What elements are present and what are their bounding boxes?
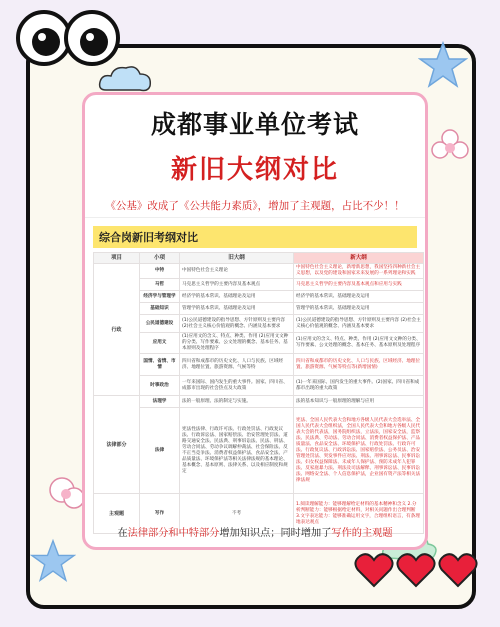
table-row	[94, 396, 424, 408]
subitem-cell: 法律	[140, 408, 180, 494]
heart-icon	[396, 552, 436, 588]
star-icon	[418, 40, 468, 90]
right-eye-icon	[64, 10, 120, 66]
page-subtitle-red: 新旧大纲对比	[170, 155, 339, 185]
heart-icon	[354, 552, 394, 588]
star-icon-bottom	[30, 538, 76, 584]
outline-card	[82, 92, 428, 550]
new-cell: 中国特色社会主义理论，新增新思想，我国坚持四种新社会主义思想，以及党的建设和国家未来发展的一系列理论和实践	[294, 264, 424, 279]
hearts-decoration	[354, 552, 478, 588]
table-row	[94, 291, 424, 303]
old-cell: (1)应用文的含义、特点、种类、作用 (2)应用文文种的分类、写作要素、公文处理的概念、基本任务、基本原则及处理程序	[180, 333, 294, 354]
subitem-cell: 写作	[140, 494, 180, 534]
old-cell: 不考	[180, 494, 294, 534]
old-cell: 四川省和成都市的历史文化、人口与民族、区域经济、地理位置、旅游资源、气候等特	[180, 354, 294, 376]
new-cell: (1)一年来国际、国内发生的重大事件。(2)国家、四川省和成都市出现的重大政策	[294, 376, 424, 396]
old-cell: 宪法性法律、行政许可法、行政处罚法、行政复议法、行政诉讼法、国家赔偿法、治安管理处罚法、道路交通安全法、民法典、刑事诉讼法、民法、刑法、劳动合同法、劳动争议调解仲裁法、社会保险法、反不正当竞争法、消费者权益保护法、食品安全法、产品质量法、环境保护法等相关法律法规的基本理论、基本概念、基本原则、法律关系、以及相应制度和规定	[180, 408, 294, 494]
new-cell: 法的基本知识与一般原理的理解与应用	[294, 396, 424, 408]
table-row	[94, 264, 424, 279]
header-old-outline: 旧大纲	[180, 253, 294, 264]
subitem-cell: 基础知识	[140, 303, 180, 315]
old-cell: 法的一般原理、法的制定与实施。	[180, 396, 294, 408]
old-cell: 中国特色社会主义理论	[180, 264, 294, 279]
subitem-cell: 时事政治	[140, 376, 180, 396]
table-row	[94, 408, 424, 494]
table-row	[94, 333, 424, 354]
table-row	[94, 303, 424, 315]
page-title: 成都事业单位考试	[150, 110, 359, 139]
category-cell: 法律部分	[94, 396, 140, 494]
subitem-cell: 应用文	[140, 333, 180, 354]
new-cell: (1)应用文的含义、特点、种类、作用 (2)应用文文种的分类、写作要素、公文处理的概念、基本任务、基本原则及处理程序	[294, 333, 424, 354]
old-cell: 经济学的基本常识、基础理论及运用	[180, 291, 294, 303]
new-cell: 经济学的基本常识、基础理论及运用	[294, 291, 424, 303]
old-cell: 一年来国际、国内发生的重大事件。国家、四川省、成都市出现的社会热点及大政策	[180, 376, 294, 396]
subitem-cell: 国情、省情、市情	[140, 354, 180, 376]
footer-summary: 在法律部分和中特部分增加知识点；同时增加了写作的主观题	[117, 528, 393, 539]
new-cell: 管理学的基本常识、基础理论及运用	[294, 303, 424, 315]
new-cell: 马克思主义哲学的主要内容及基本观点和应用与实践	[294, 279, 424, 291]
category-cell: 主观题	[94, 494, 140, 534]
table-row	[94, 279, 424, 291]
subitem-cell: 法理学	[140, 396, 180, 408]
section-title: 综合岗新旧考纲对比	[93, 226, 417, 248]
old-cell: 管理学的基本常识、基础理论及运用	[180, 303, 294, 315]
subitem-cell: 经济学与管理学	[140, 291, 180, 303]
table-row	[94, 376, 424, 396]
subitem-cell: 中特	[140, 264, 180, 279]
table-row	[94, 315, 424, 333]
subitem-cell: 马哲	[140, 279, 180, 291]
header-new-outline: 新大纲	[294, 253, 424, 264]
old-cell: (1)公民道德建设的指导思想、方针原则及主要内容 (2)社会主义核心价值观的概念、内涵及基本要求	[180, 315, 294, 333]
heart-icon	[438, 552, 478, 588]
comparison-table	[93, 252, 424, 534]
new-cell: 宪法、全国人民代表大会和地方各级人民代表大会选举法、全国人民代表大会组织法，全国人民代表大会和地方各级人民代表大会的代表法，国务院组织法，立法法，国家安全法，监察法、民法典、劳动法、劳动合同法、消费者权益保护法、产品质量法、食品安全法、环境保护法、行政处罚法、行政许可法、行政复议法、行政诉讼法、国家赔偿法、公务员法、治安管理处罚法、突发事件应对法、刑法、刑事诉讼法、民事诉讼法、妇女权益保障法、未成年人保护法、预防未成年人犯罪法、反家庭暴力法、刑法及司法解释、刑事诉讼法、民事诉讼法、网络安全法、个人信息保护法，企业国有资产法等相关法律法规	[294, 408, 424, 494]
subitem-cell: 公民道德建设	[140, 315, 180, 333]
old-cell: 马克思主义哲学的主要内容及基本观点	[180, 279, 294, 291]
table-row	[94, 354, 424, 376]
change-note: 《公基》改成了《公共能力素质》，增加了主观题，占比不少！！	[85, 198, 425, 218]
flower-icon	[428, 124, 472, 174]
new-cell: 1.阅读理解能力：能够理解给定材料的基本精神和含义 2.分析判断能力：能够根据给定材料，对相关问题作出合理判断 3.文字表达能力：能够准确运用文字，合理组织语言，有条理地表达观点	[294, 494, 424, 534]
new-cell: 四川省和成都市的历史文化、人口与民族、区域经济、地理位置、旅游资源、气候等特点等(新增国情)	[294, 354, 424, 376]
header-project: 项目	[94, 253, 140, 264]
new-cell: (1)公民道德建设的指导思想、方针原则及主要内容 (2)社会主义核心价值观的概念、内涵及基本要求	[294, 315, 424, 333]
header-subitem: 小项	[140, 253, 180, 264]
category-cell: 行政	[94, 264, 140, 396]
